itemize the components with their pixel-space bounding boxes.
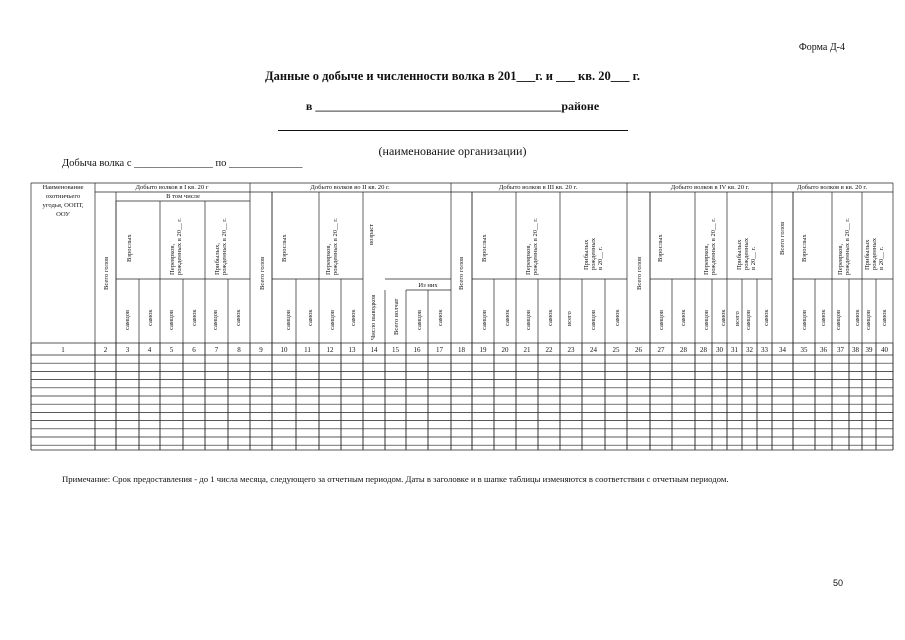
adults-label: Взрослых [481,234,488,262]
male-column-label: самцов [285,309,292,330]
male-column-label: самцов [658,309,665,330]
column-number: 12 [326,346,334,354]
column-name-label: ООУ [56,211,70,218]
female-column-label: самок [350,309,357,326]
quarter-5-title: Добыто волков в кв. 20 г. [796,184,868,191]
overyear-label: рожденных в 20__ г. [332,218,339,275]
column-number: 39 [865,346,873,354]
adults-label: Взрослых [657,234,664,262]
yearlings-label: в 20__ г. [597,246,604,270]
column-name-label: угодья, ООПТ, [42,202,84,209]
male-column-label: самцов [212,309,219,330]
column-name-label: Наименование [42,184,84,191]
district-line: в _________________________________________районе [305,99,600,113]
male-column-label: самцов [124,309,131,330]
overyear-label: Переярков, [325,243,332,275]
male-column-label: самцов [329,309,336,330]
footnote: Примечание: Срок предоставления - до 1 числа месяца, следующего за отчетным периодом. Даты в заголовке и в шапке таблицы изменяются в соответствии с отчетным периодом. [62,474,729,484]
quarter-2-title: Добыто волков во II кв. 20 г. [310,184,390,191]
yearlings-label: Прибылых [864,239,871,270]
column-number: 38 [852,346,859,354]
column-number: 1 [61,346,65,354]
column-number: 35 [800,346,808,354]
male-column-label: самцов [481,309,488,330]
yearlings-label: Прибылых, [214,242,221,275]
column-number: 9 [259,346,263,354]
overyear-label: Переярков, [169,243,176,275]
column-number: 10 [280,346,288,354]
male-column-label: самцов [525,309,532,330]
column-number: 40 [881,346,888,354]
column-number: 3 [125,346,130,354]
total-heads-label: Всего голов [636,256,643,290]
column-number: 27 [657,346,665,354]
column-number: 32 [746,346,753,354]
overyear-label: рожденных в 20__ г. [844,218,851,275]
female-column-label: самок [504,309,511,326]
female-column-label: самок [820,309,827,326]
total-heads-label: Всего голов [103,256,110,290]
in-that-number-label: В том числе [166,193,200,200]
column-number: 30 [716,346,723,354]
male-column-label: самцов [865,309,872,330]
female-column-label: самок [307,309,314,326]
column-number: 21 [523,346,531,354]
female-column-label: самок [763,309,770,326]
yearlings-label: рожденных [743,237,750,270]
quarter-4-title: Добыто волков в IV кв. 20 г. [670,184,750,191]
female-column-label: самок [614,309,621,326]
column-number: 24 [590,346,597,354]
column-number: 28 [700,346,707,354]
female-column-label: самок [437,309,444,326]
column-number: 20 [501,346,509,354]
adults-label: Взрослых [126,234,133,262]
column-number: 28 [680,346,687,354]
column-number: 16 [413,346,421,354]
yearlings-label: Прибылых [736,239,743,270]
column-number: 18 [458,346,465,354]
total-heads-label: Всего голов [458,256,465,290]
male-column-label: самцов [416,309,423,330]
column-number: 37 [837,346,844,354]
column-number: 33 [761,346,768,354]
column-number: 7 [214,346,219,354]
overyear-label: Переярков, [837,243,844,275]
column-number: 4 [147,346,152,354]
organization-caption: (наименование организации) [378,144,527,158]
column-number: 26 [635,346,642,354]
female-column-label: самок [854,309,861,326]
adults-label: Взрослых [281,234,288,262]
period-line: Добыча волка с _______________ по ______________ [62,158,303,169]
yearlings-label: Прибылых [583,239,590,270]
column-number: 25 [612,346,620,354]
page-number: 50 [833,578,844,588]
column-number: 2 [103,346,108,354]
column-number: 8 [237,346,241,354]
yearlings-label: рожденных [871,237,878,270]
column-number: 6 [192,346,196,354]
column-number: 15 [392,346,399,354]
overyear-label: рожденных в 20__ г. [710,218,717,275]
of-them-label: Из них [418,282,438,289]
overyear-label: Переярков, [525,243,532,275]
quarter-3-title: Добыто волков в III кв. 20 г. [498,184,578,191]
adults-label: Взрослых [801,234,808,262]
page-title: Данные о добыче и численности волка в 201___г. и ___ кв. 20___ г. [265,69,640,83]
male-column-label: самцов [745,309,752,330]
overyear-label: рожденных в 20__ г. [176,218,183,275]
yearlings-label: в 20__ г. [750,246,757,270]
column-number: 31 [731,346,738,354]
form-code: Форма Д-4 [798,42,845,53]
male-column-label: самцов [168,309,175,330]
quarter-1-title: Добыто волков в I кв. 20 г [135,184,209,191]
female-column-label: самок [547,309,554,326]
column-number: 14 [370,346,378,354]
column-number: 13 [348,346,356,354]
female-column-label: самок [235,309,242,326]
male-column-label: самцов [835,309,842,330]
column-number: 34 [779,346,786,354]
column-number: 19 [479,346,487,354]
male-column-label: самцов [703,309,710,330]
yearlings-label: в 20__ г. [878,246,885,270]
age-label: возраст [368,223,375,245]
total-cubs-label: Всего волчат [393,298,400,335]
male-column-label: самцов [590,309,597,330]
yearlings-label: рожденных в 20__ г. [221,218,228,275]
overyear-label: рожденных в 20__ г. [532,218,539,275]
column-number: 5 [169,346,174,354]
column-number: 17 [436,346,443,354]
total-column-label: всего [734,311,741,326]
female-column-label: самок [191,309,198,326]
female-column-label: самок [881,309,888,326]
female-column-label: самок [720,309,727,326]
total-heads-label: Всего голов [779,221,786,255]
overyear-label: Переярков, [703,243,710,275]
female-column-label: самок [680,309,687,326]
column-number: 23 [567,346,575,354]
column-number: 36 [820,346,827,354]
total-column-label: всего [566,311,573,326]
female-column-label: самок [147,309,154,326]
yearlings-label: рожденных [590,237,597,270]
column-name-label: охотничьего [45,193,81,200]
broods-count-label: Число выводков [370,294,377,340]
total-heads-label: Всего голов [259,256,266,290]
column-number: 11 [304,346,311,354]
male-column-label: самцов [801,309,808,330]
column-number: 22 [545,346,553,354]
